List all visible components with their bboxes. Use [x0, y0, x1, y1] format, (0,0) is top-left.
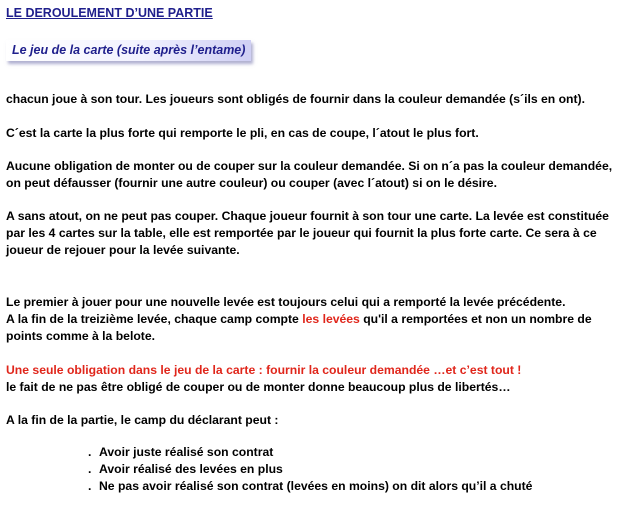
paragraph-end-of-game: A la fin de la partie, le camp du déclarant peut : [6, 413, 279, 427]
list-item [88, 478, 532, 495]
text-line: joueur de rejouer pour la levée suivante. [6, 243, 240, 257]
text-line: A sans atout, on ne peut pas couper. Chaque joueur fournit à son tour une carte. La levée est constituée [6, 209, 609, 223]
list-item [88, 444, 532, 461]
text-line [6, 311, 592, 328]
text-line: points comme à la belote. [6, 329, 155, 343]
section-subtitle: Le jeu de la carte (suite après l’entame) [6, 40, 251, 61]
text-line: par les 4 cartes sur la table, elle est remportée par le joueur qui fournit la plus forte carte. Ce sera à ce [6, 226, 597, 240]
highlight-single-obligation: Une seule obligation dans le jeu de la carte : fournir la couleur demandée …et c’est tout ! [6, 363, 522, 377]
page-title: LE DEROULEMENT D’UNE PARTIE [6, 6, 213, 20]
paragraph-freedom: le fait de ne pas être obligé de couper ou de monter donne beaucoup plus de libertés… [6, 380, 511, 394]
outcome-list [88, 444, 532, 495]
list-item-text: Avoir réalisé des levées en plus [99, 462, 283, 476]
list-item [88, 461, 532, 478]
paragraph-first-player: Le premier à jouer pour une nouvelle levée est toujours celui qui a remporté la levée précédente. [6, 295, 566, 309]
bullet-marker: . [88, 479, 92, 493]
list-item-text: Avoir juste réalisé son contrat [99, 445, 274, 459]
highlight-les-levees: les levées [302, 312, 360, 326]
text-line: Aucune obligation de monter ou de couper sur la couleur demandée. Si on n´a pas la couleur demandée, [6, 159, 613, 173]
text-line: on peut défausser (fournir une autre couleur) ou couper (avec l´atout) si on le désire. [6, 176, 497, 190]
text-segment: qu'il a remportées et non un nombre de [359, 312, 592, 326]
paragraph-turn-order: chacun joue à son tour. Les joueurs sont obligés de fournir dans la couleur demandée (s´ils en ont). [6, 92, 586, 106]
bullet-marker: . [88, 462, 92, 476]
bullet-marker: . [88, 445, 92, 459]
text-segment: A la fin de la treizième levée, chaque camp compte [6, 312, 303, 326]
list-item-text: Ne pas avoir réalisé son contrat (levées en moins) on dit alors qu’il a chuté [99, 479, 533, 493]
paragraph-strongest-card: C´est la carte la plus forte qui remporte le pli, en cas de coupe, l´atout le plus fort. [6, 126, 479, 140]
